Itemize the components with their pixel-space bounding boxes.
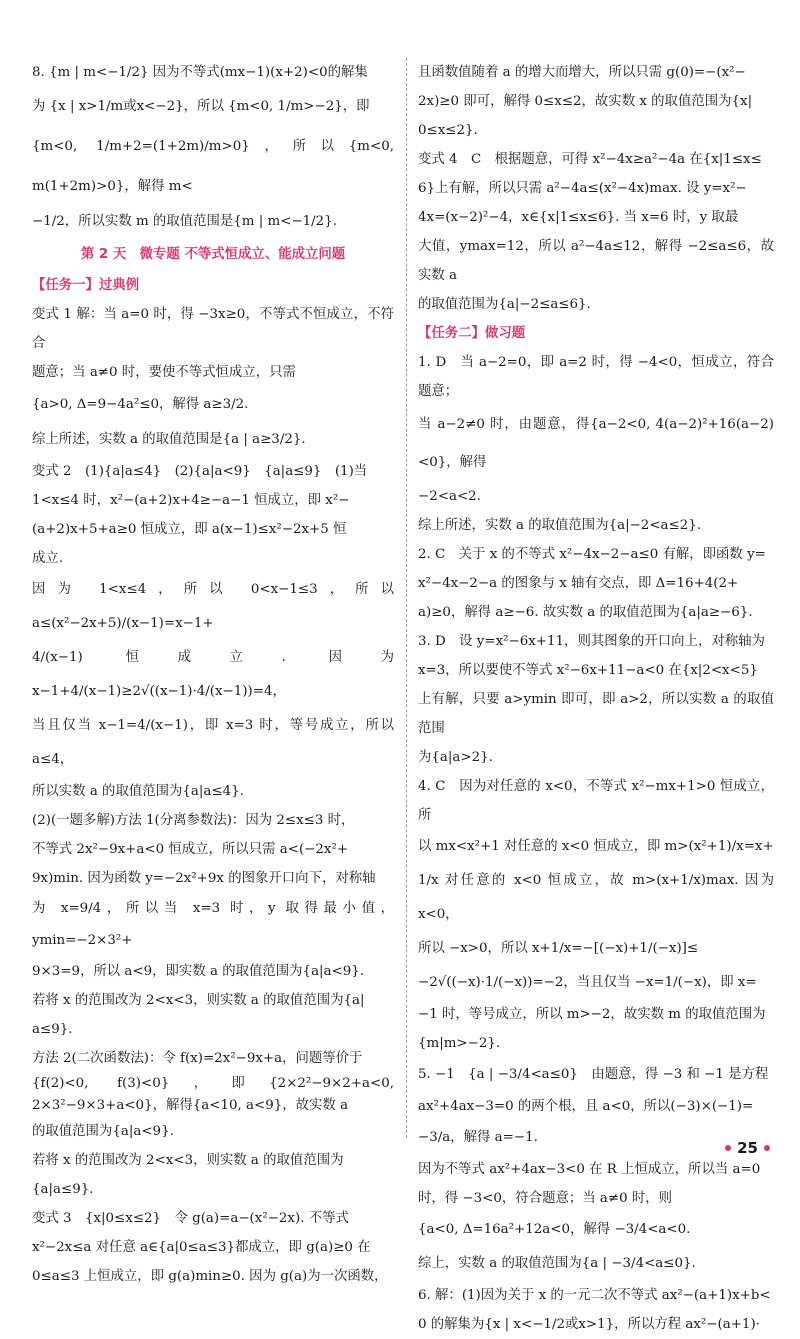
variant-3-cont-line-2: 2x)≥0 即可，解得 0≤x≤2，故实数 x 的取值范围为{x| bbox=[418, 94, 753, 109]
variant-2-line-2: 1<x≤4 时，x²−(a+2)x+4≥−a−1 恒成立，即 x²− bbox=[32, 493, 350, 508]
variant-2-line-13: 9×3=9，所以 a<9，即实数 a 的取值范围为{a|a<9}. bbox=[32, 964, 365, 979]
question-5-line-3: −3/a，解得 a=−1. bbox=[418, 1130, 538, 1145]
variant-2-line-18: 的取值范围为{a|a<9}. bbox=[32, 1124, 174, 1139]
question-1-line-2: 当 a−2≠0 时，由题意，得{a−2<0, 4(a−2)²+16(a−2)<0}，解得 bbox=[418, 417, 774, 470]
variant-2-line-4: 成立. bbox=[32, 551, 64, 566]
question-5-line-4: 因为不等式 ax²+4ax−3<0 在 R 上恒成立，所以当 a=0 bbox=[418, 1162, 761, 1177]
variant-2-line-1: 变式 2 (1){a|a≤4} (2){a|a<9} {a|a≤9} (1)当 bbox=[32, 464, 368, 479]
variant-3-line-2: x²−2x≤a 对任意 a∈{a|0≤a≤3}都成立，即 g(a)≥0 在 bbox=[32, 1240, 371, 1255]
variant-4-line-2: 6}上有解，所以只需 a²−4a≤(x²−4x)max. 设 y=x²− bbox=[418, 181, 747, 196]
variant-2-line-7: 当且仅当 x−1=4/(x−1)，即 x=3 时，等号成立，所以 a≤4， bbox=[32, 718, 394, 767]
column-divider bbox=[406, 58, 407, 1138]
variant-1-line-3: {a>0, Δ=9−4a²≤0，解得 a≥3/2. bbox=[32, 397, 249, 412]
question-4-line-5: −2√((−x)·1/(−x))=−2，当且仅当 −x=1/(−x)，即 x= bbox=[418, 975, 757, 990]
bullet-dot-icon bbox=[764, 1145, 770, 1151]
variant-2-line-3: (a+2)x+5+a≥0 恒成立，即 a(x−1)≤x²−2x+5 恒 bbox=[32, 522, 347, 537]
variant-4-line-3: 4x=(x−2)²−4，x∈{x|1≤x≤6}. 当 x=6 时，y 取最 bbox=[418, 210, 739, 225]
answer-8-line-3: {m<0, 1/m+2=(1+2m)/m>0}，所以{m<0, m(1+2m)>0}，解得 m< bbox=[32, 139, 394, 194]
question-3-line-3: 上有解，只要 a>ymin 即可，即 a>2，所以实数 a 的取值范围 bbox=[418, 692, 774, 736]
answer-8-line-2: 为 {x | x>1/m或x<−2}，所以 {m<0, 1/m>−2}，即 bbox=[32, 99, 370, 114]
question-5-line-6: {a<0, Δ=16a²+12a<0，解得 −3/4<a<0. bbox=[418, 1222, 691, 1237]
answer-8-line-4: −1/2，所以实数 m 的取值范围是{m | m<−1/2}. bbox=[32, 214, 337, 229]
variant-2-line-10: 不等式 2x²−9x+a<0 恒成立，所以只需 a<(−2x²+ bbox=[32, 842, 349, 857]
day-2-title: 第 2 天 微专题 不等式恒成立、能成立问题 bbox=[80, 247, 346, 262]
question-5-line-5: 时，得 −3<0，符合题意；当 a≠0 时，则 bbox=[418, 1191, 673, 1206]
variant-2-line-11: 9x)min. 因为函数 y=−2x²+9x 的图象开口向下，对称轴 bbox=[32, 871, 376, 886]
left-column bbox=[32, 58, 394, 1291]
variant-2-line-8: 所以实数 a 的取值范围为{a|a≤4}. bbox=[32, 784, 244, 799]
variant-4-line-5: 的取值范围为{a|−2≤a≤6}. bbox=[418, 297, 591, 312]
question-5-line-1: 5. −1 {a | −3/4<a≤0} 由题意，得 −3 和 −1 是方程 bbox=[418, 1067, 769, 1082]
variant-3-line-1: 变式 3 {x|0≤x≤2} 令 g(a)=a−(x²−2x). 不等式 bbox=[32, 1211, 349, 1226]
question-3-line-2: x=3，所以要使不等式 x²−6x+11−a<0 在{x|2<x<5} bbox=[418, 663, 758, 678]
task-2-heading: 【任务二】做习题 bbox=[418, 326, 526, 341]
question-3-line-1: 3. D 设 y=x²−6x+11，则其图象的开口向上，对称轴为 bbox=[418, 634, 765, 649]
variant-2-line-6: 4/(x−1) 恒成立. 因为 x−1+4/(x−1)≥2√((x−1)·4/(x−1))=4， bbox=[32, 650, 394, 699]
variant-1-line-2: 题意；当 a≠0 时，要使不等式恒成立，只需 bbox=[32, 365, 296, 380]
variant-2-line-17: {f(2)<0, f(3)<0}，即{2×2²−9×2+a<0, 2×3²−9×3+a<0}，解得{a<10, a<9}，故实数 a bbox=[32, 1076, 394, 1113]
variant-3-line-3: 0≤a≤3 上恒成立，即 g(a)min≥0. 因为 g(a)为一次函数， bbox=[32, 1269, 388, 1284]
page-number: 25 bbox=[737, 1139, 758, 1157]
question-5-line-2: ax²+4ax−3=0 的两个根，且 a<0，所以(−3)×(−1)= bbox=[418, 1099, 754, 1114]
question-6-line-2: 0 的解集为{x | x<−1/2或x>1}，所以方程 ax²−(a+1)· bbox=[418, 1317, 760, 1332]
question-6-line-1: 6. 解：(1)因为关于 x 的一元二次不等式 ax²−(a+1)x+b< bbox=[418, 1288, 771, 1303]
variant-2-line-12: 为 x=9/4，所以当 x=3 时，y 取得最小值，ymin=−2×3²+ bbox=[32, 901, 394, 948]
question-4-line-1: 4. C 因为对任意的 x<0，不等式 x²−mx+1>0 恒成立，所 bbox=[418, 779, 774, 823]
variant-2-line-15: a≤9}. bbox=[32, 1022, 73, 1037]
variant-2-line-19: 若将 x 的范围改为 2<x<3，则实数 a 的取值范围为 bbox=[32, 1153, 344, 1168]
question-2-line-1: 2. C 关于 x 的不等式 x²−4x−2−a≤0 有解，即函数 y= bbox=[418, 547, 766, 562]
variant-2-line-5: 因为 1<x≤4，所以 0<x−1≤3，所以 a≤(x²−2x+5)/(x−1)=x−1+ bbox=[32, 582, 394, 631]
question-1-line-3: −2<a<2. bbox=[418, 489, 481, 504]
variant-4-line-1: 变式 4 C 根据题意，可得 x²−4x≥a²−4a 在{x|1≤x≤ bbox=[418, 152, 762, 167]
question-1-line-1: 1. D 当 a−2=0，即 a=2 时，得 −4<0，恒成立，符合题意； bbox=[418, 355, 774, 399]
question-2-line-2: x²−4x−2−a 的图象与 x 轴有交点，即 Δ=16+4(2+ bbox=[418, 576, 739, 591]
question-4-line-7: {m|m>−2}. bbox=[418, 1036, 501, 1051]
bullet-dot-icon bbox=[725, 1145, 731, 1151]
page-footer bbox=[725, 1139, 770, 1157]
variant-2-line-20: {a|a≤9}. bbox=[32, 1182, 94, 1197]
task-1-heading: 【任务一】过典例 bbox=[32, 278, 140, 293]
answer-8-line-1: 8. {m | m<−1/2} 因为不等式(mx−1)(x+2)<0的解集 bbox=[32, 65, 368, 80]
variant-1-line-1: 变式 1 解：当 a=0 时，得 −3x≥0，不等式不恒成立，不符合 bbox=[32, 307, 394, 351]
variant-4-line-4: 大值，ymax=12，所以 a²−4a≤12，解得 −2≤a≤6，故实数 a bbox=[418, 239, 774, 283]
question-4-line-3: 1/x 对任意的 x<0 恒成立，故 m>(x+1/x)max. 因为 x<0， bbox=[418, 873, 774, 922]
variant-2-line-14: 若将 x 的范围改为 2<x<3，则实数 a 的取值范围为{a| bbox=[32, 993, 365, 1008]
question-4-line-4: 所以 −x>0，所以 x+1/x=−[(−x)+1/(−x)]≤ bbox=[418, 941, 699, 956]
question-2-line-3: a)≥0，解得 a≥−6. 故实数 a 的取值范围为{a|a≥−6}. bbox=[418, 605, 753, 620]
variant-3-cont-line-3: 0≤x≤2}. bbox=[418, 123, 478, 138]
variant-3-cont-line-1: 且函数值随着 a 的增大而增大，所以只需 g(0)=−(x²− bbox=[418, 65, 746, 80]
question-1-line-4: 综上所述，实数 a 的取值范围为{a|−2<a≤2}. bbox=[418, 518, 702, 533]
question-3-line-4: 为{a|a>2}. bbox=[418, 750, 493, 765]
variant-2-line-16: 方法 2(二次函数法)：令 f(x)=2x²−9x+a，问题等价于 bbox=[32, 1051, 363, 1066]
question-4-line-6: −1 时，等号成立，所以 m>−2，故实数 m 的取值范围为 bbox=[418, 1007, 766, 1022]
variant-1-line-4: 综上所述，实数 a 的取值范围是{a | a≥3/2}. bbox=[32, 432, 306, 447]
variant-2-line-9: (2)(一题多解)方法 1(分离参数法)：因为 2≤x≤3 时， bbox=[32, 813, 355, 828]
right-column bbox=[418, 58, 774, 1339]
question-5-line-7: 综上，实数 a 的取值范围为{a | −3/4<a≤0}. bbox=[418, 1256, 696, 1271]
question-4-line-2: 以 mx<x²+1 对任意的 x<0 恒成立，即 m>(x²+1)/x=x+ bbox=[418, 839, 774, 854]
